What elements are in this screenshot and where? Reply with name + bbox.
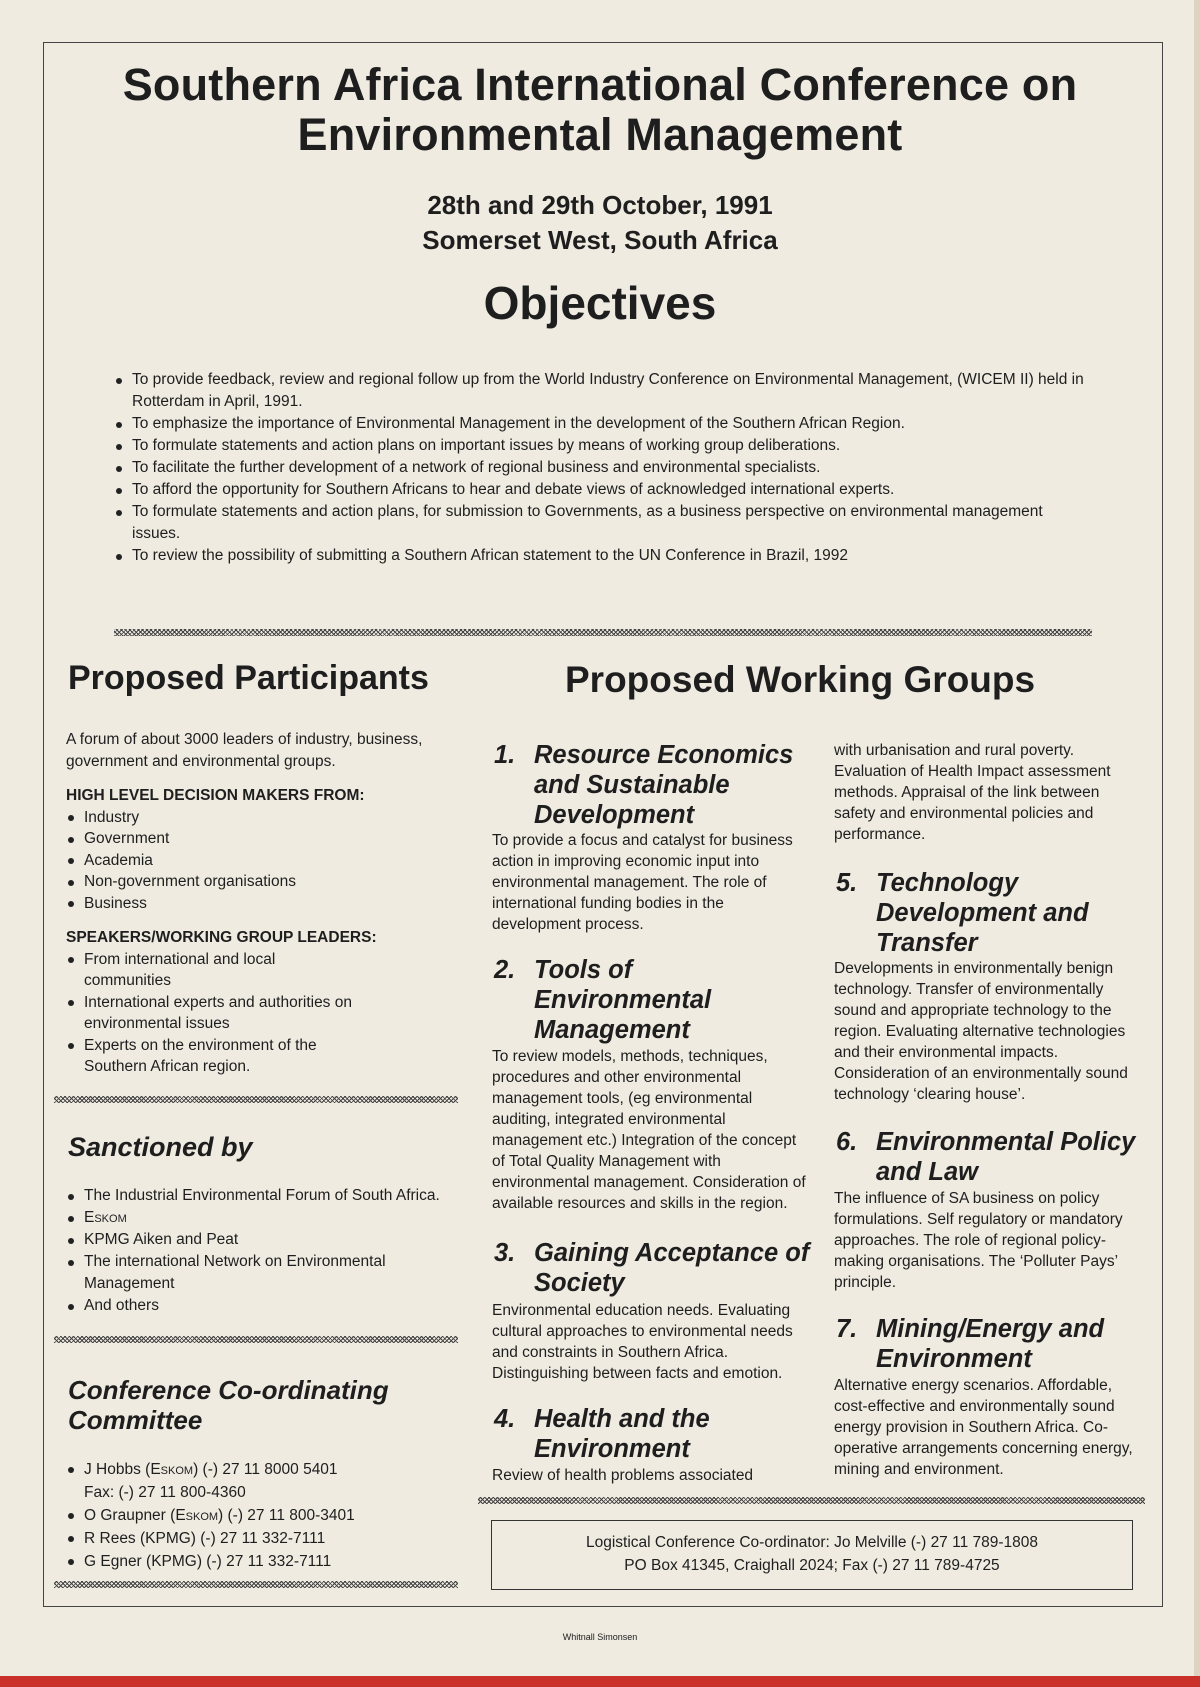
working-group-4-description: Review of health problems associated: [492, 1467, 754, 1484]
member-phone: ) (-) 27 11 8000 5401: [193, 1461, 338, 1478]
committee-heading-line-1: Conference Co-ordinating: [68, 1375, 389, 1405]
objective-item: To emphasize the importance of Environmental Management in the development of the Southern African Region.: [114, 413, 1094, 435]
objective-item: To provide feedback, review and regional follow up from the World Industry Conference on Environmental Management, (WICEM II) held in Rotterdam in April, 1991.: [114, 369, 1094, 413]
logistics-contact: Logistical Conference Co-ordinator: Jo Melville (-) 27 11 789-1808: [585, 1534, 1039, 1551]
objective-item: To afford the opportunity for Southern Africans to hear and debate views of acknowledged international experts.: [114, 479, 1094, 501]
group-name: Technology Development and Transfer: [876, 869, 1089, 957]
objective-item: To facilitate the further development of a network of regional business and environmental specialists.: [114, 457, 1094, 479]
objective-item: To formulate statements and action plans on important issues by means of working group deliberations.: [114, 435, 1094, 457]
list-item: And others: [66, 1295, 446, 1317]
group-name: Gaining Acceptance of Society: [534, 1239, 810, 1297]
working-group-2-description: To review models, methods, techniques, procedures and other environmental management tools, (eg environmental auditing, integrated environmental management etc.) Integration of the concept of Total Quality Management with environmental management. Consideration of available resources and skills in the region.: [492, 1048, 806, 1212]
list-item: From international and local communities: [66, 949, 366, 992]
logistics-address: PO Box 41345, Craighall 2024; Fax (-) 27 11 789-4725: [624, 1557, 1000, 1574]
group-number: 5.: [836, 869, 858, 897]
section-divider: [54, 1096, 458, 1103]
list-item: Experts on the environment of the Southern African region.: [66, 1035, 366, 1078]
working-group-5-description: Developments in environmentally benign technology. Transfer of environmentally sound and appropriate technology to the region. Evaluating alternative technologies and their environmental impacts. Consideration of an environmentally sound technology ‘clearing house’.: [834, 960, 1128, 1103]
working-group-3-description: Environmental education needs. Evaluating cultural approaches to environmental needs and constraints in Southern Africa. Distinguishing between facts and emotion.: [492, 1302, 793, 1382]
logistics-box: [491, 1520, 1133, 1590]
speakers-list: [66, 949, 366, 1078]
event-date: 28th and 29th October, 1991: [427, 190, 773, 220]
working-group-7-description: Alternative energy scenarios. Affordable, cost-effective and environmentally sound energy provision in Southern Africa. Co-operative arrangements concerning energy, mining and environment.: [834, 1377, 1133, 1478]
group-number: 2.: [494, 956, 516, 984]
group-number: 6.: [836, 1128, 858, 1156]
working-group-7-title: [836, 1314, 1146, 1374]
list-item: Academia: [66, 850, 446, 872]
list-item: Business: [66, 893, 446, 915]
footer-credit: Whitnall Simonsen: [562, 1632, 638, 1642]
list-item: Government: [66, 828, 446, 850]
event-details: [0, 188, 1200, 258]
participants-heading: Proposed Participants: [68, 659, 429, 697]
working-group-2-title: [494, 955, 794, 1045]
working-group-1-title: [494, 740, 824, 830]
group-number: 7.: [836, 1315, 858, 1343]
group-number: 4.: [494, 1405, 516, 1433]
page-edge-strip: [0, 1676, 1200, 1687]
group-name: Tools of Environmental Management: [534, 956, 712, 1044]
objective-item: To formulate statements and action plans, for submission to Governments, as a business perspective on environmental management issues.: [114, 501, 1094, 545]
objective-item: To review the possibility of submitting a Southern African statement to the UN Conference in Brazil, 1992: [114, 545, 1094, 567]
decision-makers-heading: HIGH LEVEL DECISION MAKERS FROM:: [66, 787, 365, 804]
group-number: 3.: [494, 1239, 516, 1267]
committee-member: [66, 1458, 446, 1504]
title-line-2: Environmental Management: [297, 109, 903, 160]
participants-intro: A forum of about 3000 leaders of industry, business, government and environmental groups.: [66, 731, 423, 770]
title-line-1: Southern Africa International Conference on: [122, 59, 1078, 110]
member-name: O Graupner (: [84, 1507, 176, 1524]
section-divider: [54, 1336, 458, 1343]
event-location: Somerset West, South Africa: [422, 225, 778, 255]
list-item: KPMG Aiken and Peat: [66, 1229, 446, 1251]
sanctioned-heading: Sanctioned by: [68, 1132, 253, 1162]
working-groups-heading: Proposed Working Groups: [565, 659, 1036, 700]
member-org: Eskom: [175, 1507, 219, 1524]
section-divider: [114, 629, 1092, 636]
working-group-3-title: [494, 1238, 814, 1298]
section-divider: [478, 1497, 1145, 1504]
list-item: International experts and authorities on environmental issues: [66, 992, 366, 1035]
member-phone: ) (-) 27 11 800-3401: [218, 1507, 355, 1524]
group-name: Health and the Environment: [534, 1405, 710, 1463]
committee-member: R Rees (KPMG) (-) 27 11 332-7111: [66, 1527, 446, 1550]
objectives-heading: Objectives: [483, 277, 717, 329]
committee-heading: [68, 1375, 389, 1435]
group-name: Environmental Policy and Law: [876, 1128, 1136, 1186]
member-fax: Fax: (-) 27 11 800-4360: [84, 1484, 246, 1501]
working-group-5-title: [836, 868, 1136, 958]
member-org: Eskom: [150, 1461, 194, 1478]
list-item: Industry: [66, 807, 446, 829]
objectives-list: [114, 369, 1094, 567]
section-divider: [54, 1581, 458, 1588]
speakers-heading: SPEAKERS/WORKING GROUP LEADERS:: [66, 929, 377, 946]
working-group-6-title: [836, 1127, 1136, 1187]
committee-list: [66, 1458, 446, 1573]
working-group-1-description: To provide a focus and catalyst for business action in improving economic input into environmental management. The role of international funding bodies in the development process.: [492, 832, 793, 933]
working-group-4-title: [494, 1404, 744, 1464]
list-item: Non-government organisations: [66, 871, 446, 893]
member-name: J Hobbs (: [84, 1461, 151, 1478]
working-group-6-description: The influence of SA business on policy formulations. Self regulatory or mandatory approaches. The role of regional policy-making organisations. The ‘Polluter Pays’ principle.: [834, 1190, 1123, 1291]
list-item: Eskom: [66, 1207, 446, 1229]
participants-block: [66, 729, 446, 1078]
list-item: The international Network on Environmental Management: [66, 1251, 414, 1295]
working-group-4-description-continued: with urbanisation and rural poverty. Evaluation of Health Impact assessment methods. Appraisal of the link between safety and environmental policies and performance.: [834, 742, 1111, 843]
sanctioned-list: [66, 1185, 446, 1317]
decision-makers-list: [66, 807, 446, 915]
committee-heading-line-2: Committee: [68, 1405, 203, 1435]
group-name: Mining/Energy and Environment: [876, 1315, 1105, 1373]
committee-member: [66, 1504, 446, 1527]
committee-member: G Egner (KPMG) (-) 27 11 332-7111: [66, 1550, 446, 1573]
group-name: Resource Economics and Sustainable Development: [534, 741, 794, 829]
group-number: 1.: [494, 741, 516, 769]
list-item: The Industrial Environmental Forum of South Africa.: [66, 1185, 446, 1207]
page-title: [60, 60, 1140, 160]
